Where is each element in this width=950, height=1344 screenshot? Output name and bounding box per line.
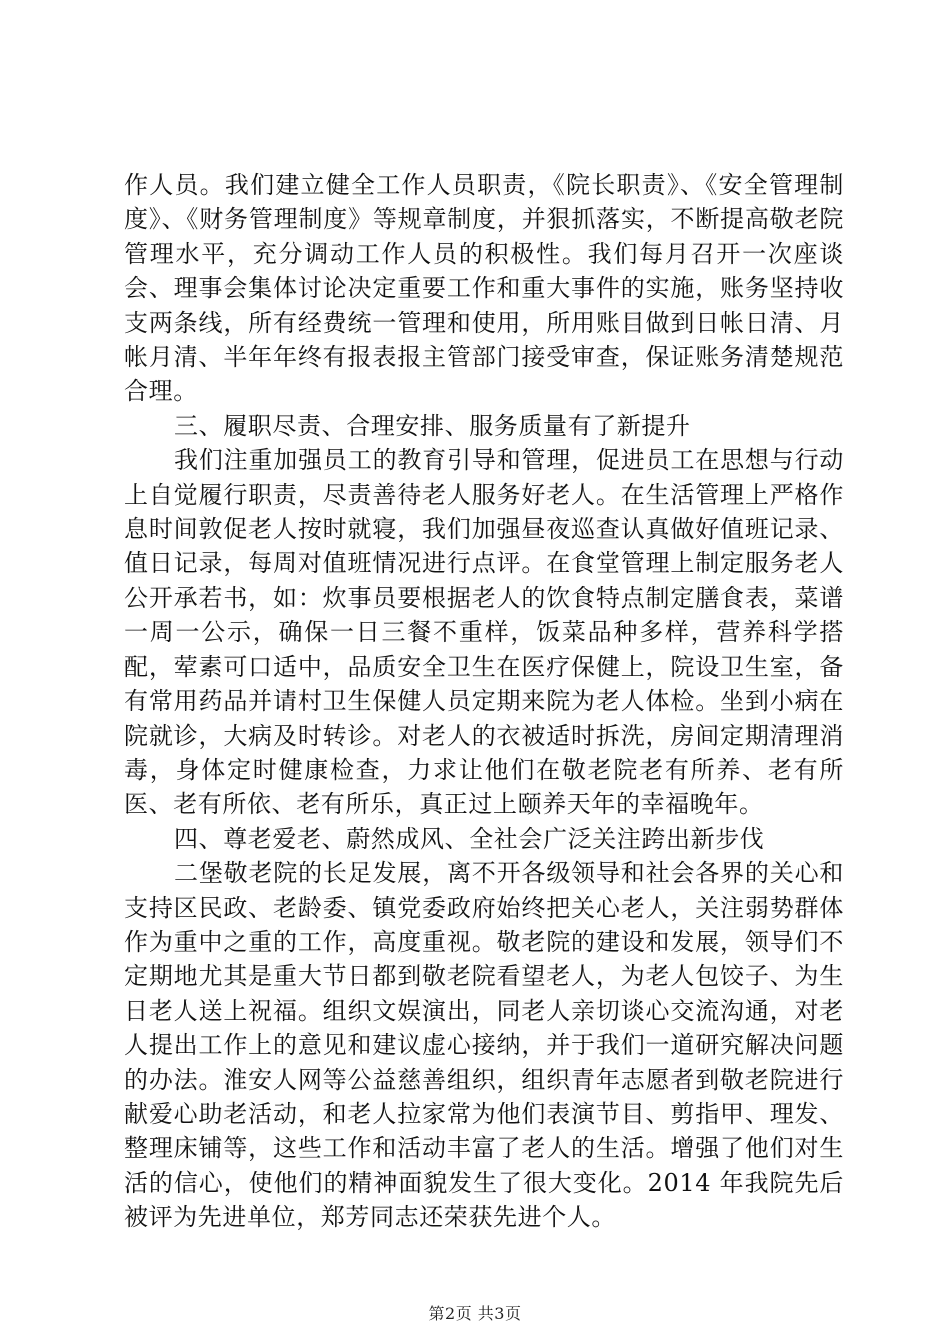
page-number-footer: 第2页 共3页 bbox=[428, 1304, 522, 1323]
document-body bbox=[124, 168, 844, 1235]
section-heading-three: 三、履职尽责、合理安排、服务质量有了新提升 bbox=[174, 411, 691, 440]
section-heading-four: 四、尊老爱老、蔚然成风、全社会广泛关注跨出新步伐 bbox=[174, 824, 765, 853]
paragraph-management-rules: 作人员。我们建立健全工作人员职责，《院长职责》、《安全管理制度》、《财务管理制度》等规章制度，并狠抓落实，不断提高敬老院管理水平，充分调动工作人员的积极性。我们每月召开一次座谈会、理事会集体讨论决定重要工作和重大事件的实施，账务坚持收支两条线，所有经费统一管理和使用，所用账目做到日帐日清、月帐月清、半年年终有报表报主管部门接受审查，保证账务清楚规范合理。 bbox=[124, 171, 844, 406]
paragraph-service-quality: 我们注重加强员工的教育引导和管理，促进员工在思想与行动上自觉履行职责，尽责善待老人服务好老人。在生活管理上严格作息时间敦促老人按时就寝，我们加强昼夜巡查认真做好值班记录、值日记录，每周对值班情况进行点评。在食堂管理上制定服务老人公开承若书，如：炊事员要根据老人的饮食特点制定膳食表，菜谱一周一公示，确保一日三餐不重样，饭菜品种多样，营养科学搭配，荤素可口适中，品质安全卫生在医疗保健上，院设卫生室，备有常用药品并请村卫生保健人员定期来院为老人体检。坐到小病在院就诊，大病及时转诊。对老人的衣被适时拆洗，房间定期清理消毒，身体定时健康检查，力求让他们在敬老院老有所养、老有所医、老有所依、老有所乐，真正过上颐养天年的幸福晚年。 bbox=[124, 446, 844, 819]
paragraph-social-support: 二堡敬老院的长足发展，离不开各级领导和社会各界的关心和支持区民政、老龄委、镇党委政府始终把关心老人，关注弱势群体作为重中之重的工作，高度重视。敬老院的建设和发展，领导们不定期地尤其是重大节日都到敬老院看望老人，为老人包饺子、为生日老人送上祝福。组织文娱演出，同老人亲切谈心交流沟通，对老人提出工作上的意见和建议虚心接纳，并于我们一道研究解决问题的办法。淮安人网等公益慈善组织，组织青年志愿者到敬老院进行献爱心助老活动，和老人拉家常为他们表演节目、剪指甲、理发、整理床铺等，这些工作和活动丰富了老人的生活。增强了他们对生活的信心，使他们的精神面貌发生了很大变化。2014 年我院先后被评为先进单位，郑芳同志还荣获先进个人。 bbox=[124, 859, 844, 1232]
